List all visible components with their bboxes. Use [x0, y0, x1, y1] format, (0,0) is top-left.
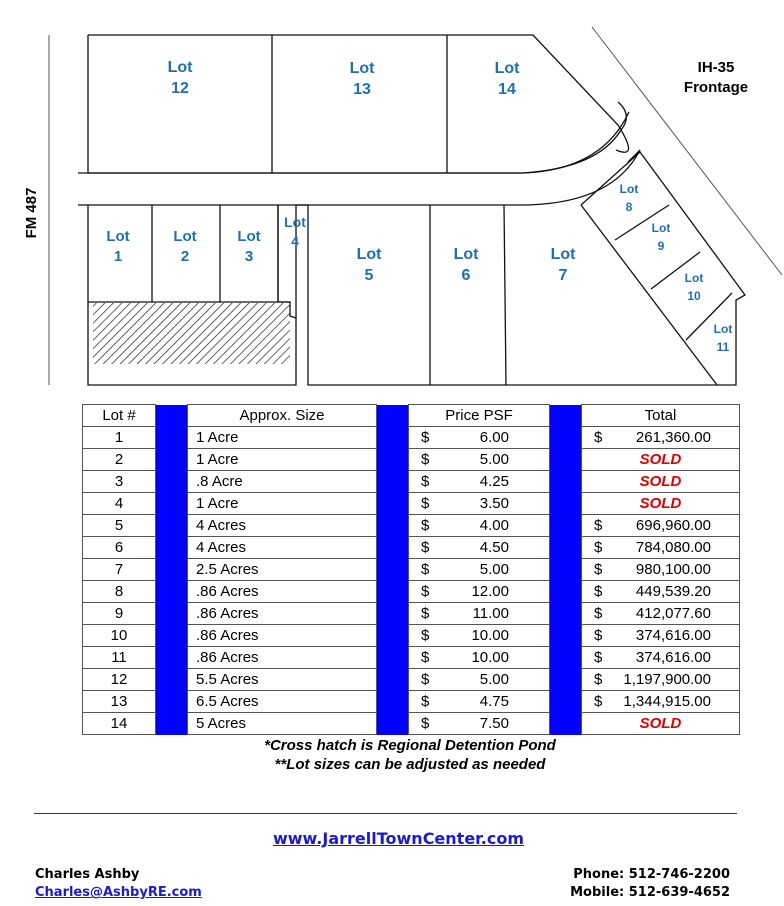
size-cell: 1 Acre [188, 493, 377, 515]
total-value: 980,100.00 [635, 561, 711, 578]
price-cell [409, 493, 550, 515]
currency-symbol: $ [421, 627, 430, 644]
table-row [83, 537, 740, 559]
separator-column [377, 471, 409, 493]
currency-symbol: $ [594, 627, 603, 644]
lot-number-cell: 4 [83, 493, 156, 515]
lot-label-8 [620, 182, 639, 214]
size-cell: 2.5 Acres [188, 559, 377, 581]
svg-text:Lot: Lot [237, 228, 261, 245]
phone-number: Phone: 512-746-2200 [573, 867, 730, 882]
table-row [83, 603, 740, 625]
ih35-road-label: IH-35 [697, 59, 735, 76]
price-value: 12.00 [471, 583, 509, 600]
currency-symbol: $ [421, 693, 430, 710]
separator-column [550, 427, 582, 449]
table-row [83, 471, 740, 493]
size-cell: 4 Acres [188, 515, 377, 537]
currency-symbol: $ [594, 693, 603, 710]
table-row [83, 515, 740, 537]
price-value: 4.75 [479, 693, 509, 710]
svg-text:9: 9 [657, 239, 665, 253]
separator-column [550, 449, 582, 471]
svg-text:Lot: Lot [619, 182, 639, 196]
price-value: 4.50 [479, 539, 509, 556]
svg-text:6: 6 [461, 267, 471, 284]
lot-label-2 [173, 228, 196, 265]
lot-label-9 [652, 221, 671, 253]
total-cell [582, 537, 740, 559]
lot-label-5 [357, 246, 383, 284]
svg-text:Lot: Lot [349, 60, 375, 77]
currency-symbol: $ [421, 539, 430, 556]
svg-text:Lot: Lot [713, 322, 733, 336]
total-cell [582, 669, 740, 691]
separator-column [156, 713, 188, 735]
price-value: 6.00 [479, 429, 509, 446]
total-cell [582, 515, 740, 537]
separator-column [550, 669, 582, 691]
lot-label-3 [237, 228, 260, 265]
table-row [83, 559, 740, 581]
price-value: 7.50 [479, 715, 509, 732]
footer-divider [34, 813, 737, 814]
svg-text:7: 7 [558, 267, 568, 284]
currency-symbol: $ [421, 429, 430, 446]
contact-email-link[interactable]: Charles@AshbyRE.com [35, 885, 202, 900]
lot-number-cell: 1 [83, 427, 156, 449]
currency-symbol: $ [594, 539, 603, 556]
separator-column [377, 515, 409, 537]
price-cell [409, 603, 550, 625]
svg-text:5: 5 [364, 267, 374, 284]
price-cell [409, 471, 550, 493]
separator-column [377, 427, 409, 449]
currency-symbol: $ [421, 561, 430, 578]
currency-symbol: $ [421, 473, 430, 490]
separator-column [550, 603, 582, 625]
currency-symbol: $ [421, 649, 430, 666]
total-value: 261,360.00 [635, 429, 711, 446]
price-cell [409, 559, 550, 581]
total-value: 784,080.00 [635, 539, 711, 556]
svg-text:Lot: Lot [494, 60, 520, 77]
separator-column [156, 537, 188, 559]
separator-column [550, 691, 582, 713]
site-plan-map [0, 0, 784, 400]
lot-label-1 [106, 228, 129, 265]
separator-column [156, 669, 188, 691]
separator-column [377, 581, 409, 603]
detention-pond-note: *Cross hatch is Regional Detention Pond [264, 737, 556, 754]
currency-symbol: $ [421, 495, 430, 512]
separator-column [377, 603, 409, 625]
price-value: 4.00 [479, 517, 509, 534]
total-cell [582, 581, 740, 603]
price-cell [409, 625, 550, 647]
lot-pricing-table [82, 404, 740, 735]
svg-text:8: 8 [625, 200, 633, 214]
total-value: 412,077.60 [635, 605, 711, 622]
table-row [83, 581, 740, 603]
main-road-top-edge [78, 112, 629, 173]
size-cell: 5.5 Acres [188, 669, 377, 691]
separator-column [156, 691, 188, 713]
currency-symbol: $ [421, 715, 430, 732]
svg-text:Lot: Lot [453, 246, 479, 263]
separator-column [377, 647, 409, 669]
separator-column [550, 471, 582, 493]
separator-column [156, 449, 188, 471]
price-value: 5.00 [479, 451, 509, 468]
separator-column [156, 515, 188, 537]
size-cell: 1 Acre [188, 427, 377, 449]
lot-number-cell: 11 [83, 647, 156, 669]
total-cell [582, 625, 740, 647]
table-row [83, 669, 740, 691]
price-value: 10.00 [471, 649, 509, 666]
table-row [83, 713, 740, 735]
size-cell: 6.5 Acres [188, 691, 377, 713]
currency-symbol: $ [594, 429, 603, 446]
lot-number-cell: 13 [83, 691, 156, 713]
separator-column [550, 493, 582, 515]
header-lot: Lot # [83, 405, 156, 427]
sold-label: SOLD [639, 715, 682, 732]
svg-text:2: 2 [180, 248, 190, 265]
sold-label: SOLD [639, 451, 682, 468]
table-row [83, 625, 740, 647]
price-cell [409, 647, 550, 669]
price-cell [409, 691, 550, 713]
svg-text:14: 14 [498, 81, 516, 98]
lot-number-cell: 5 [83, 515, 156, 537]
price-value: 10.00 [471, 627, 509, 644]
svg-text:4: 4 [291, 233, 299, 249]
header-size: Approx. Size [188, 405, 377, 427]
lot-number-cell: 10 [83, 625, 156, 647]
divider-6-7 [504, 205, 506, 385]
separator-column [550, 581, 582, 603]
total-value: 1,197,900.00 [623, 671, 711, 688]
currency-symbol: $ [594, 605, 603, 622]
lot-label-6 [454, 246, 480, 284]
currency-symbol: $ [421, 517, 430, 534]
svg-text:Lot: Lot [167, 59, 193, 76]
svg-text:Lot: Lot [173, 228, 197, 245]
separator-column [156, 559, 188, 581]
total-cell [582, 427, 740, 449]
separator-column [550, 713, 582, 735]
size-cell: 1 Acre [188, 449, 377, 471]
currency-symbol: $ [594, 583, 603, 600]
table-row [83, 449, 740, 471]
currency-symbol: $ [594, 671, 603, 688]
separator-column [377, 537, 409, 559]
svg-text:Lot: Lot [651, 221, 671, 235]
size-cell: .86 Acres [188, 603, 377, 625]
svg-text:Lot: Lot [684, 271, 704, 285]
table-row [83, 427, 740, 449]
total-cell [582, 493, 740, 515]
price-cell [409, 713, 550, 735]
lot-label-11 [714, 322, 733, 354]
total-cell [582, 691, 740, 713]
separator-column [377, 405, 409, 427]
size-cell: .8 Acre [188, 471, 377, 493]
total-cell [582, 713, 740, 735]
total-value: 374,616.00 [635, 627, 711, 644]
sold-label: SOLD [639, 473, 682, 490]
lot-label-12 [168, 59, 194, 97]
lot-number-cell: 14 [83, 713, 156, 735]
separator-column [550, 515, 582, 537]
currency-symbol: $ [594, 649, 603, 666]
main-road-bottom-edge [78, 150, 640, 205]
separator-column [377, 669, 409, 691]
separator-column [377, 559, 409, 581]
svg-text:13: 13 [353, 81, 371, 98]
svg-text:3: 3 [244, 248, 254, 265]
svg-text:Lot: Lot [106, 228, 130, 245]
price-value: 3.50 [479, 495, 509, 512]
separator-column [377, 449, 409, 471]
separator-column [550, 405, 582, 427]
separator-column [550, 625, 582, 647]
size-cell: 5 Acres [188, 713, 377, 735]
separator-column [550, 537, 582, 559]
currency-symbol: $ [594, 561, 603, 578]
lot-number-cell: 12 [83, 669, 156, 691]
header-price: Price PSF [409, 405, 550, 427]
size-cell: .86 Acres [188, 647, 377, 669]
lot-size-note: **Lot sizes can be adjusted as needed [274, 756, 546, 773]
total-value: 696,960.00 [635, 517, 711, 534]
svg-text:Lot: Lot [356, 246, 382, 263]
size-cell: .86 Acres [188, 581, 377, 603]
separator-column [377, 625, 409, 647]
svg-text:Lot: Lot [550, 246, 576, 263]
lot-number-cell: 6 [83, 537, 156, 559]
total-cell [582, 449, 740, 471]
separator-column [156, 427, 188, 449]
lot-label-10 [685, 271, 704, 303]
separator-column [377, 713, 409, 735]
currency-symbol: $ [421, 605, 430, 622]
currency-symbol: $ [421, 451, 430, 468]
price-cell [409, 581, 550, 603]
total-value: 449,539.20 [635, 583, 711, 600]
price-cell [409, 669, 550, 691]
fm487-road-label: FM 487 [23, 187, 40, 239]
lot-label-7 [551, 246, 577, 284]
svg-text:1: 1 [113, 248, 123, 265]
separator-column [156, 581, 188, 603]
price-value: 5.00 [479, 671, 509, 688]
size-cell: .86 Acres [188, 625, 377, 647]
table-row [83, 493, 740, 515]
lot-number-cell: 7 [83, 559, 156, 581]
price-value: 5.00 [479, 561, 509, 578]
contact-name: Charles Ashby [35, 867, 140, 882]
svg-text:12: 12 [171, 80, 189, 97]
separator-column [156, 471, 188, 493]
price-cell [409, 537, 550, 559]
mobile-number: Mobile: 512-639-4652 [570, 885, 730, 900]
total-cell [582, 471, 740, 493]
sold-label: SOLD [639, 495, 682, 512]
top-block-outline [88, 35, 629, 173]
total-value: 1,344,915.00 [623, 693, 711, 710]
separator-column [550, 647, 582, 669]
table-header-row [83, 405, 740, 427]
lot-number-cell: 8 [83, 581, 156, 603]
separator-column [156, 647, 188, 669]
svg-text:10: 10 [687, 289, 701, 303]
separator-column [156, 603, 188, 625]
separator-column [377, 493, 409, 515]
table-row [83, 647, 740, 669]
currency-symbol: $ [594, 517, 603, 534]
detention-pond-hatch [93, 303, 290, 364]
total-cell [582, 647, 740, 669]
lot-label-14 [495, 60, 521, 98]
total-cell [582, 603, 740, 625]
total-cell [582, 559, 740, 581]
lot-number-cell: 3 [83, 471, 156, 493]
ih35-road-label-2: Frontage [683, 79, 749, 96]
price-cell [409, 427, 550, 449]
website-link[interactable]: www.JarrellTownCenter.com [272, 829, 525, 848]
currency-symbol: $ [421, 583, 430, 600]
price-value: 11.00 [472, 605, 509, 622]
separator-column [377, 691, 409, 713]
svg-text:Lot: Lot [284, 214, 306, 230]
separator-column [550, 559, 582, 581]
price-cell [409, 449, 550, 471]
price-cell [409, 515, 550, 537]
lot-label-4 [284, 214, 306, 249]
lot-number-cell: 2 [83, 449, 156, 471]
separator-column [156, 493, 188, 515]
size-cell: 4 Acres [188, 537, 377, 559]
total-value: 374,616.00 [635, 649, 711, 666]
currency-symbol: $ [421, 671, 430, 688]
price-value: 4.25 [479, 473, 509, 490]
header-total: Total [582, 405, 740, 427]
svg-text:11: 11 [716, 340, 730, 354]
lot-label-13 [350, 60, 376, 98]
lot-number-cell: 9 [83, 603, 156, 625]
separator-column [156, 625, 188, 647]
table-row [83, 691, 740, 713]
separator-column [156, 405, 188, 427]
